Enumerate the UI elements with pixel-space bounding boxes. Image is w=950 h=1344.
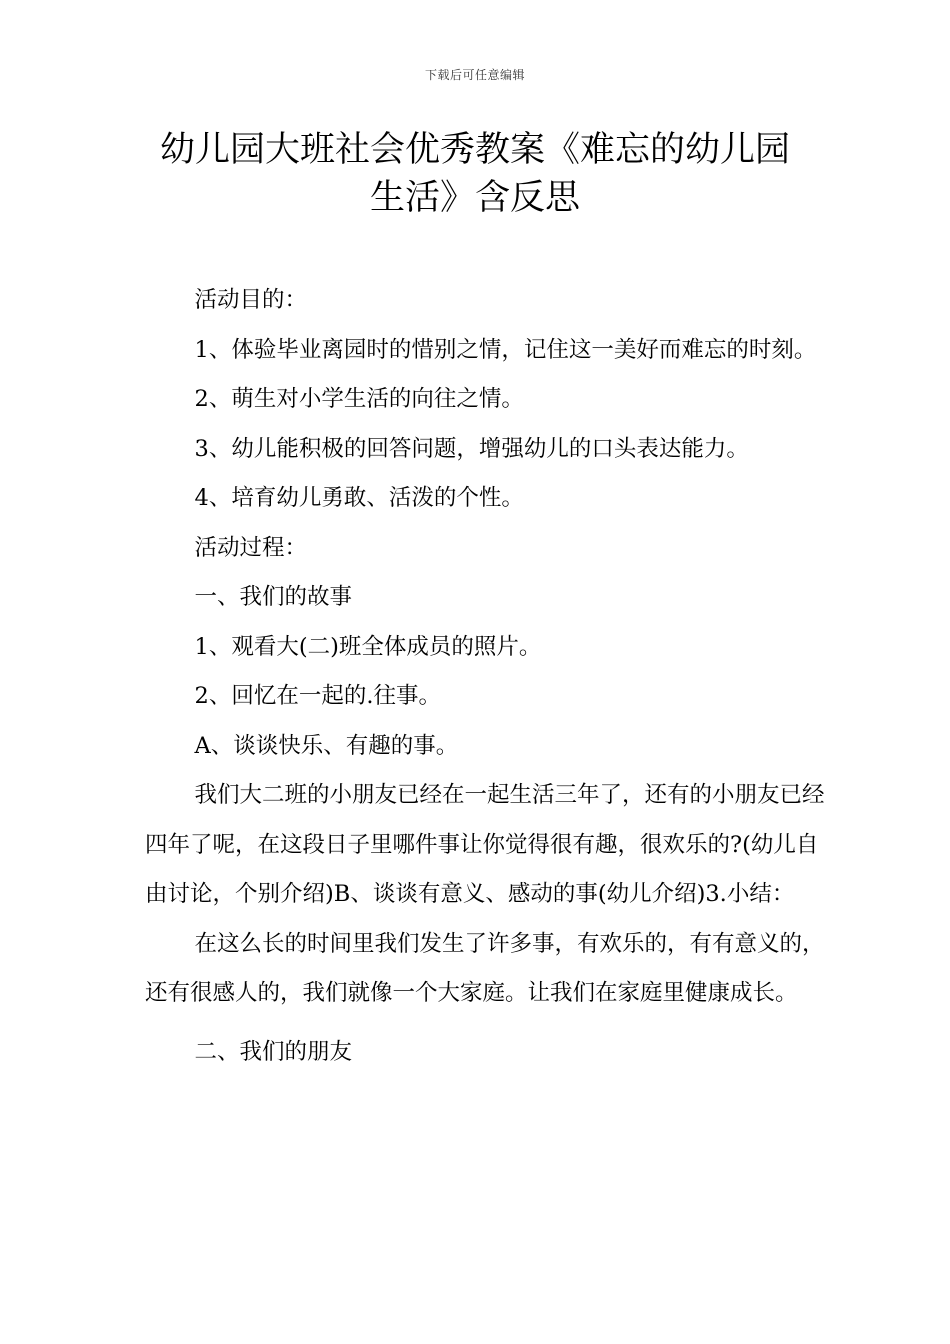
goal-item-3: 3、幼儿能积极的回答问题，增强幼儿的口头表达能力。 xyxy=(194,435,749,462)
document-title xyxy=(120,126,830,222)
process-step-1: 1、观看大(二)班全体成员的照片。 xyxy=(194,633,542,660)
process-part-2-heading: 二、我们的朋友 xyxy=(194,1038,353,1065)
body-paragraph-summary: 在这么长的时间里我们发生了许多事，有欢乐的，有有意义的，还有很感人的，我们就像一个大家庭。让我们在家庭里健康成长。 xyxy=(145,930,825,1006)
goal-item-1: 1、体验毕业离园时的惜别之情，记住这一美好而难忘的时刻。 xyxy=(194,336,817,363)
title-line-1: 幼儿园大班社会优秀教案《难忘的幼儿园 xyxy=(159,130,790,170)
body-paragraph-discussion: 我们大二班的小朋友已经在一起生活三年了，还有的小朋友已经四年了呢，在这段日子里哪件事让你觉得很有趣，很欢乐的?(幼儿自由讨论，个别介绍)B、谈谈有意义、感动的事(幼儿介绍)3.小结： xyxy=(145,782,825,907)
section-heading-goals: 活动目的： xyxy=(194,287,308,313)
title-line-2: 生活》含反思 xyxy=(369,178,580,218)
header-note: 下载后可任意编辑 xyxy=(424,68,525,82)
section-heading-process: 活动过程： xyxy=(194,534,308,561)
process-part-1-heading: 一、我们的故事 xyxy=(194,584,353,610)
goal-item-2: 2、萌生对小学生活的向往之情。 xyxy=(194,386,524,412)
process-step-2: 2、回忆在一起的.往事。 xyxy=(194,683,441,709)
document-body xyxy=(145,276,825,1077)
goal-item-4: 4、培育幼儿勇敢、活泼的个性。 xyxy=(194,485,524,511)
process-step-a: A、谈谈快乐、有趣的事。 xyxy=(194,732,459,759)
